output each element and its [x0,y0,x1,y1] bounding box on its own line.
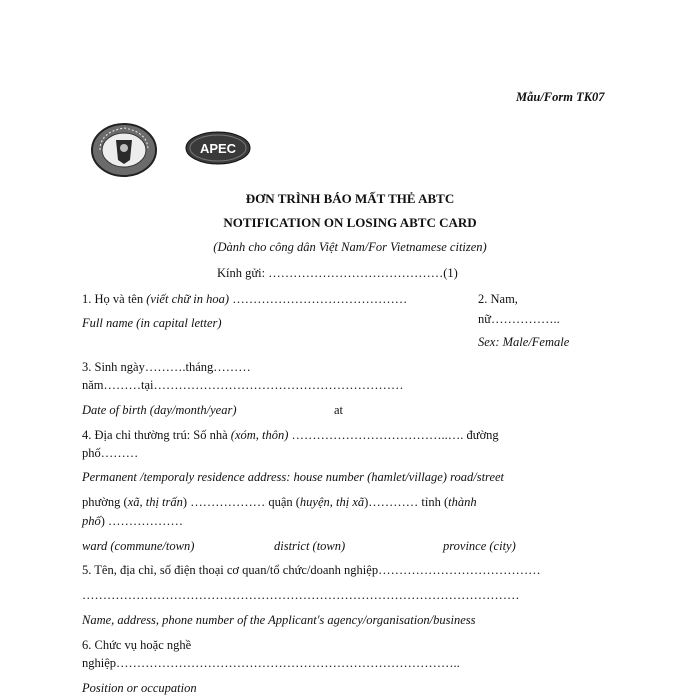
field-4-dots: ………………………………..…. đường [288,428,499,442]
field-1-full-name [82,292,407,307]
field-4-address-line2: phố……… [82,446,139,460]
title-en: NOTIFICATION ON LOSING ABTC CARD [223,215,477,230]
immigration-emblem-logo [90,122,158,178]
ward-district-province-line2 [82,514,183,529]
field-5-english: Name, address, phone number of the Applicant's agency/organisation/business [82,613,476,627]
province-dots: ) ……………… [100,514,184,528]
field-1-hint: (viết chữ in hoa) [146,292,230,306]
province-hint-cont: phố [82,514,101,528]
title-vi: ĐƠN TRÌNH BÁO MẤT THẺ ABTC [245,191,455,206]
field-1-dots: …………………………………… [229,292,408,306]
ward-label: phường ( [82,495,128,509]
ward-district-province-line1 [82,495,477,510]
district-hint: huyện, thị xã [299,495,365,509]
field-5-agency-line2: …………………………………………………………………………………………… [82,588,520,602]
field-6-position-line1: 6. Chức vụ hoặc nghề [82,638,192,652]
ward-hint: xã, thị trấn [127,495,183,509]
apec-logo [184,131,252,165]
field-5-agency-line1: 5. Tên, địa chỉ, số điện thoại cơ quan/tổ chức/doanh nghiệp………………………………… [82,563,541,577]
field-2-sex-line1: 2. Nam, [478,292,518,306]
field-1-english: Full name (in capital letter) [82,316,222,330]
field-4-address-line1 [82,428,499,443]
province-label: )………… tỉnh ( [364,495,449,509]
field-3-english: Date of birth (day/month/year) [82,403,237,417]
district-label: ) ……………… quận ( [182,495,300,509]
province-english: province (city) [443,539,516,553]
field-3-english-at: at [334,403,344,417]
field-4-label: 4. Địa chỉ thường trú: Số nhà [82,428,231,442]
apec-logo-text: APEC [199,141,237,156]
form-code: Mẫu/Form TK07 [516,90,605,104]
addressee-line: Kính gửi: ……………………………………(1) [217,266,458,280]
subtitle: (Dành cho công dân Việt Nam/For Vietnamese citizen) [213,240,487,254]
field-6-position-line2: nghiệp……………………………………………………………………….. [82,656,460,670]
ward-english: ward (commune/town) [82,539,195,553]
field-3-dob-line2: năm………tại…………………………………………………… [82,378,404,392]
district-english: district (town) [274,539,346,553]
field-1-label: 1. Họ và tên [82,292,147,306]
field-4-english: Permanent /temporaly residence address: house number (hamlet/village) road/street [82,470,505,484]
field-2-english: Sex: Male/Female [478,335,570,349]
field-3-dob-line1: 3. Sinh ngày……….tháng……… [82,360,251,374]
field-4-hint: (xóm, thôn) [230,428,289,442]
province-hint: thành [448,495,477,509]
field-2-sex-line2: nữ…………….. [478,312,560,326]
field-6-english: Position or occupation [82,681,197,695]
